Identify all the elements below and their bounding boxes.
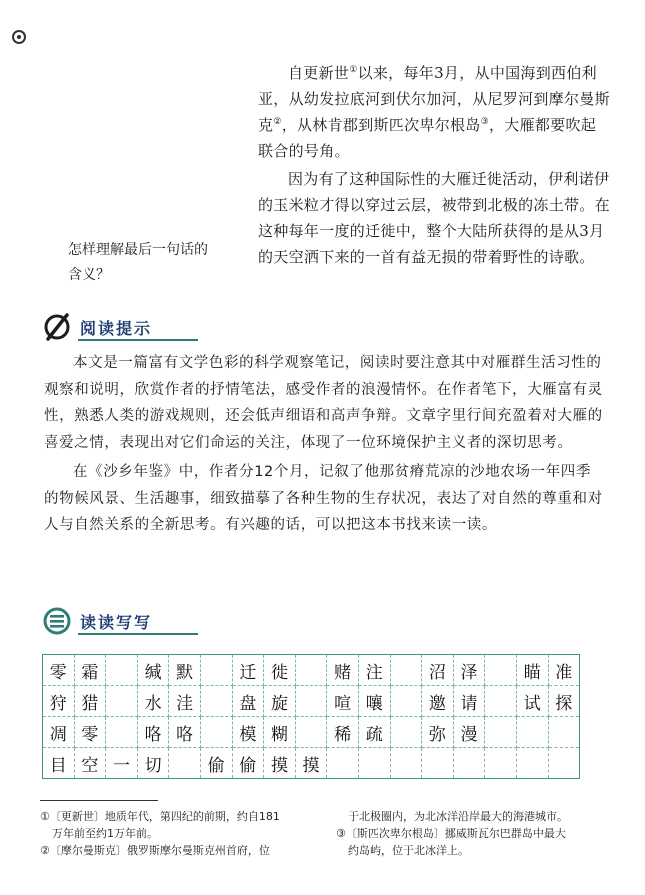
grid-cell bbox=[295, 717, 327, 748]
pen-nib-circle-icon bbox=[42, 312, 72, 342]
grid-cell bbox=[485, 655, 517, 686]
grid-row bbox=[43, 717, 580, 748]
grid-cell bbox=[358, 748, 390, 779]
grid-cell: 旋 bbox=[264, 686, 296, 717]
side-question: 怎样理解最后一句话的含义？ bbox=[68, 242, 208, 283]
grid-cell: 糊 bbox=[264, 717, 296, 748]
grid-cell: 准 bbox=[548, 655, 580, 686]
grid-cell bbox=[422, 748, 454, 779]
grid-cell bbox=[516, 717, 548, 748]
grid-cell: 偷 bbox=[200, 748, 232, 779]
grid-cell: 弥 bbox=[422, 717, 454, 748]
grid-cell bbox=[516, 748, 548, 779]
grid-cell bbox=[485, 686, 517, 717]
grid-cell: 目 bbox=[43, 748, 75, 779]
grid-cell: 试 bbox=[516, 686, 548, 717]
grid-cell: 注 bbox=[358, 655, 390, 686]
grid-cell: 狩 bbox=[43, 686, 75, 717]
grid-cell: 偷 bbox=[232, 748, 264, 779]
grid-cell: 盘 bbox=[232, 686, 264, 717]
grid-cell: 默 bbox=[169, 655, 201, 686]
grid-cell bbox=[106, 686, 138, 717]
grid-cell: 空 bbox=[74, 748, 106, 779]
main-text bbox=[258, 60, 610, 270]
grid-cell: 切 bbox=[137, 748, 169, 779]
practice-header bbox=[42, 606, 222, 636]
grid-cell: 一 bbox=[106, 748, 138, 779]
reading-tip-paragraph-1: 本文是一篇富有文学色彩的科学观察笔记，阅读时要注意其中对雁群生活习性的观察和说明，欣赏作者的抒情笔法，感受作者的浪漫情怀。在作者笔下，大雁富有灵性，熟悉人类的游戏规则，还会低声细语和高声争辩。文章字里行间充盈着对大雁的喜爱之情，表现出对它们命运的关注，体现了一位环境保护主义者的深切思考。 bbox=[44, 355, 603, 451]
grid-cell: 嚷 bbox=[358, 686, 390, 717]
reading-tip-header bbox=[42, 312, 222, 342]
grid-cell bbox=[106, 717, 138, 748]
corner-bookmark-icon bbox=[12, 30, 26, 44]
grid-cell bbox=[390, 655, 422, 686]
practice-underline bbox=[78, 633, 198, 635]
grid-cell: 咯 bbox=[169, 717, 201, 748]
grid-cell: 沼 bbox=[422, 655, 454, 686]
grid-cell: 猎 bbox=[74, 686, 106, 717]
grid-cell: 漫 bbox=[453, 717, 485, 748]
practice-title: 读读写写 bbox=[80, 613, 153, 632]
grid-cell bbox=[327, 748, 359, 779]
grid-cell: 摸 bbox=[264, 748, 296, 779]
grid-cell bbox=[390, 717, 422, 748]
grid-cell: 迁 bbox=[232, 655, 264, 686]
grid-cell bbox=[390, 748, 422, 779]
list-circle-icon bbox=[42, 606, 72, 636]
grid-cell: 瞄 bbox=[516, 655, 548, 686]
grid-cell bbox=[485, 748, 517, 779]
grid-cell bbox=[548, 748, 580, 779]
grid-cell: 洼 bbox=[169, 686, 201, 717]
grid-cell bbox=[200, 655, 232, 686]
grid-row bbox=[43, 748, 580, 779]
grid-cell: 零 bbox=[74, 717, 106, 748]
footnote-3-line-1: ③〔斯匹次卑尔根岛〕挪威斯瓦尔巴群岛中最大 bbox=[336, 827, 566, 840]
grid-cell: 徙 bbox=[264, 655, 296, 686]
reading-tip-paragraph-2: 在《沙乡年鉴》中，作者分12个月，记叙了他那贫瘠荒凉的沙地农场一年四季的物候风景、生活趣事，细致描摹了各种生物的生存状况，表达了对自然的尊重和对人与自然关系的全新思考。有兴趣的话，可以把这本书找来读一读。 bbox=[44, 464, 603, 533]
footnotes bbox=[40, 808, 620, 868]
grid-cell bbox=[200, 717, 232, 748]
grid-cell: 探 bbox=[548, 686, 580, 717]
word-practice-grid bbox=[42, 654, 580, 779]
footnote-3-line-2: 约岛屿，位于北冰洋上。 bbox=[348, 844, 469, 857]
footnote-2-continued: 于北极圈内，为北冰洋沿岸最大的海港城市。 bbox=[348, 810, 568, 823]
grid-cell bbox=[390, 686, 422, 717]
grid-cell: 零 bbox=[43, 655, 75, 686]
reading-tip-title: 阅读提示 bbox=[80, 319, 153, 338]
grid-cell bbox=[453, 748, 485, 779]
grid-cell: 咯 bbox=[137, 717, 169, 748]
paragraph-1: 自更新世①以来，每年3月，从中国海到西伯利亚，从幼发拉底河到伏尔加河，从尼罗河到摩尔曼斯克②，从林肯郡到斯匹次卑尔根岛③，大雁都要吹起联合的号角。 bbox=[258, 64, 610, 160]
grid-cell: 赌 bbox=[327, 655, 359, 686]
grid-cell: 稀 bbox=[327, 717, 359, 748]
grid-cell: 霜 bbox=[74, 655, 106, 686]
grid-cell: 泽 bbox=[453, 655, 485, 686]
grid-cell bbox=[295, 655, 327, 686]
grid-cell: 摸 bbox=[295, 748, 327, 779]
grid-cell: 疏 bbox=[358, 717, 390, 748]
reading-tip-body bbox=[44, 350, 604, 539]
reading-tip-underline bbox=[78, 339, 198, 341]
grid-cell bbox=[169, 748, 201, 779]
paragraph-2: 因为有了这种国际性的大雁迁徙活动，伊利诺伊的玉米粒才得以穿过云层，被带到北极的冻土带。在这种每年一度的迁徙中，整个大陆所获得的是从3月的天空洒下来的一首有益无损的带着野性的诗歌。 bbox=[258, 170, 610, 266]
footnote-2-line-1: ②〔摩尔曼斯克〕俄罗斯摩尔曼斯克州首府，位 bbox=[40, 844, 270, 857]
grid-cell bbox=[485, 717, 517, 748]
grid-cell: 喧 bbox=[327, 686, 359, 717]
grid-cell bbox=[106, 655, 138, 686]
grid-cell: 模 bbox=[232, 717, 264, 748]
footnote-divider bbox=[40, 800, 158, 801]
grid-cell bbox=[295, 686, 327, 717]
grid-row bbox=[43, 655, 580, 686]
grid-row bbox=[43, 686, 580, 717]
grid-cell bbox=[548, 717, 580, 748]
grid-cell: 凋 bbox=[43, 717, 75, 748]
grid-cell bbox=[200, 686, 232, 717]
grid-cell: 请 bbox=[453, 686, 485, 717]
grid-cell: 缄 bbox=[137, 655, 169, 686]
footnote-1-line-1: ①〔更新世〕地质年代，第四纪的前期，约自181 bbox=[40, 810, 280, 823]
footnote-1-line-2: 万年前至约1万年前。 bbox=[52, 827, 158, 840]
grid-cell: 水 bbox=[137, 686, 169, 717]
grid-cell: 邀 bbox=[422, 686, 454, 717]
